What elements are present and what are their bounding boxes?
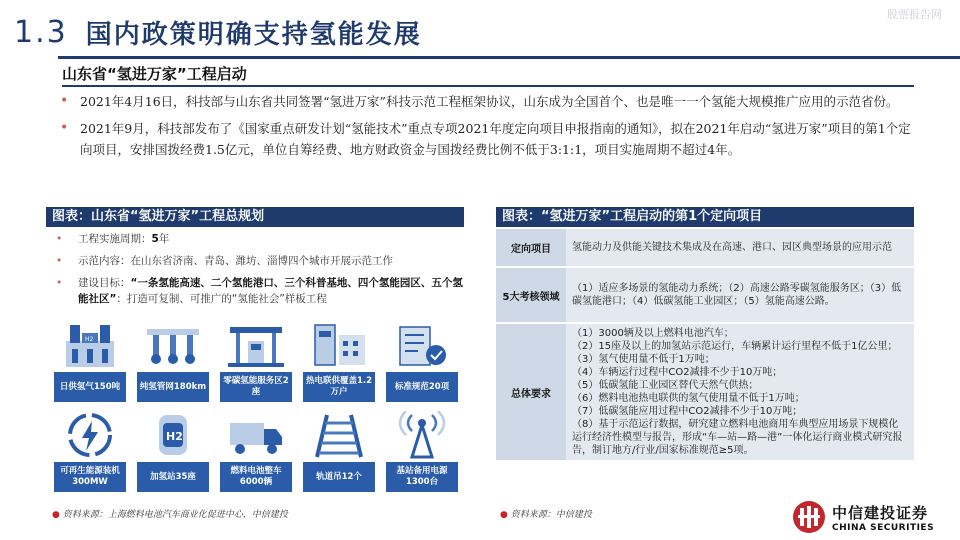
source-note-left: ● 资料来源：上海燃料电池汽车商业化促进中心，中信建投 <box>52 510 288 520</box>
standards-gavel-icon <box>392 321 452 369</box>
tile-label: 基站备用电源1300台 <box>386 462 458 492</box>
row-key: 5大考核领域 <box>496 267 566 323</box>
bullet-dot-icon: • <box>56 277 63 289</box>
tile-label: 燃料电池整车6000辆 <box>220 462 292 492</box>
plan-panel-title: 图表：山东省“氢进万家”工程总规划 <box>46 207 464 227</box>
title-rule <box>58 56 960 59</box>
bullet-dot-icon: • <box>60 93 69 109</box>
target-tile <box>54 321 126 403</box>
target-tile <box>303 321 375 403</box>
section-heading <box>62 63 914 87</box>
factory-icon <box>60 321 120 369</box>
target-tile <box>386 411 458 493</box>
h2-tank-icon <box>143 411 203 459</box>
section-number: 1.3 <box>14 14 68 50</box>
hydrogen-station-icon <box>226 321 286 369</box>
target-tile <box>137 411 209 493</box>
bullet-dot-icon: • <box>60 120 69 136</box>
row-key: 总体要求 <box>496 323 566 461</box>
logo-name-en: CHINA SECURITIES <box>832 522 935 533</box>
tile-label: 热电联供覆盖1.2万户 <box>303 372 375 402</box>
row-value: （1）3000辆及以上燃料电池汽车； （2）15座及以上的加氢站示范运行，车辆累计运行里程不低于1亿公里； （3）氢气使用量不低于1万吨； （4）车辆运行过程中CO2减排不少于10万吨； （5）低碳氢能工业园区替代天然气供热； （6）燃料电池热电联供的氢气使用量不低于1万吨； （7）低碳氢能应用过程中CO2减排不少于10万吨； （8）基于示范运行数据，研究建立燃料电池商用车典型应用场景下规模化运行经济性模型与报告，形成“车—站—路—港”一体化运行商业模式研究报告，制订地方/行业/国家标准规范≥5项。 <box>566 323 914 461</box>
bullet-dot-icon: • <box>56 255 63 267</box>
table-row <box>496 229 914 267</box>
row-key: 定向项目 <box>496 229 566 267</box>
source-dot-icon: ● <box>52 510 60 520</box>
svg-text:H2: H2 <box>85 336 94 343</box>
rail-track-icon <box>309 411 369 459</box>
row-value: （1）适应多场景的氢能动力系统；（2）高速公路零碳氢能服务区；（3）低碳氢能港口；（4）低碳氢能工业园区；（5）氢能高速公路。 <box>566 267 914 323</box>
target-tile <box>54 411 126 493</box>
intro-bullet: • 2021年4月16日，科技部与山东省共同签署“氢进万家”科技示范工程框架协议，山东成为全国首个、也是唯一一个氢能大规模推广应用的示范省份。 <box>60 91 920 112</box>
pipeline-icon <box>143 321 203 369</box>
logo-name-cn: 中信建投证券 <box>832 503 929 522</box>
target-tile <box>303 411 375 493</box>
truck-icon <box>226 411 286 459</box>
tile-label: 轨道吊12个 <box>303 462 375 492</box>
tile-label: 加氢站35座 <box>137 462 209 492</box>
plan-bullets <box>56 231 464 307</box>
renewable-energy-icon <box>60 411 120 459</box>
bullet-dot-icon: • <box>56 233 63 245</box>
fuel-cell-unit-icon <box>309 321 369 369</box>
intro-bullet: • 2021年9月，科技部发布了《国家重点研发计划“氢能技术”重点专项2021年度定向项目申报指南的通知》，拟在2021年启动“氢进万家”项目的第1个定向项目，安排国拨经费1.5亿元，单位自筹经费、地方财政资金与国拨经费比例不低于3:1:1，项目实施周期不超过4年。 <box>60 120 911 157</box>
tile-label: 标准规范20项 <box>386 372 458 402</box>
tile-label: 可再生能源装机300MW <box>54 462 126 492</box>
tile-label: 零碳氢能服务区2座 <box>220 372 292 402</box>
intro-bullets <box>60 91 920 166</box>
target-tile <box>137 321 209 403</box>
page-title <box>14 12 422 52</box>
base-station-icon <box>392 411 452 459</box>
target-tile <box>220 411 292 493</box>
plan-bullet: • 工程实施周期：5年 <box>56 233 170 245</box>
target-tiles <box>54 321 458 493</box>
project-panel-title: 图表：“氢进万家”工程启动的第1个定向项目 <box>496 207 914 227</box>
tile-label: 纯氢管网180km <box>137 372 209 402</box>
title-text: 国内政策明确支持氢能发展 <box>85 19 422 50</box>
watermark: 股票报告网 <box>887 8 942 21</box>
logo-emblem-icon <box>792 500 826 534</box>
plan-panel <box>46 207 464 499</box>
tile-label: 日供氢气150吨 <box>54 372 126 402</box>
source-dot-icon: ● <box>500 510 508 520</box>
project-table <box>496 229 914 462</box>
plan-bullet: • 建设目标：“一条氢能高速、二个氢能港口、三个科普基地、四个氢能园区、五个氢能社区”：打造可复制、可推广的“氢能社会”样板工程 <box>56 277 463 305</box>
target-tile <box>220 321 292 403</box>
svg-text:H2: H2 <box>166 430 183 443</box>
plan-bullet: • 示范内容：在山东省济南、青岛、潍坊、淄博四个城市开展示范工作 <box>56 255 393 267</box>
company-logo <box>792 500 934 534</box>
table-row <box>496 267 914 323</box>
row-value: 氢能动力及供能关键技术集成及在高速、港口、园区典型场景的应用示范 <box>566 229 914 267</box>
source-note-right: ● 资料来源：中信建投 <box>500 510 592 520</box>
section-heading-text: 山东省“氢进万家”工程启动 <box>62 65 247 83</box>
table-row <box>496 323 914 461</box>
target-tile <box>386 321 458 403</box>
project-panel <box>496 207 914 499</box>
